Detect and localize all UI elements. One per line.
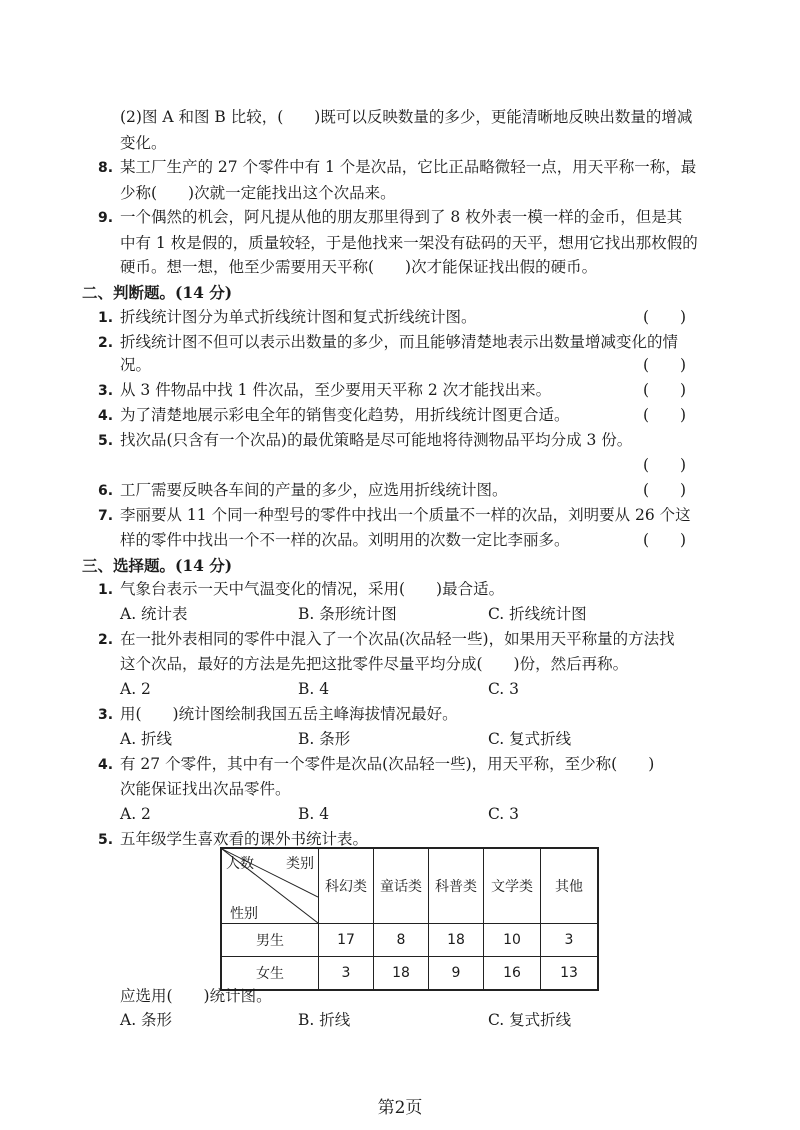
table-cell: 13 [541, 957, 599, 990]
answer-paren[interactable]: ( ) [643, 406, 687, 424]
corner-label-gender: 性别 [230, 906, 258, 922]
item-number: 4. [98, 757, 114, 773]
table-header-cell: 童话类 [374, 848, 429, 924]
question-text: 一个偶然的机会，阿凡提从他的朋友那里得到了 8 枚外表一模一样的金币，但是其 [120, 208, 683, 226]
item-number: 4. [98, 408, 114, 424]
item-number: 3. [98, 383, 114, 399]
item-text: 找次品(只含有一个次品)的最优策略是尽可能地将待测物品平均分成 3 份。 [120, 431, 633, 449]
answer-paren[interactable]: ( ) [643, 381, 687, 399]
item-number: 5. [98, 832, 114, 848]
question-number: 8. [98, 160, 114, 176]
table-cell: 16 [484, 957, 541, 990]
table-cell: 17 [319, 924, 374, 957]
item-number: 3. [98, 707, 114, 723]
question-9 [98, 210, 682, 226]
section-3-title: 三、选择题。(14 分) [82, 556, 233, 575]
item-number: 7. [98, 508, 114, 524]
question-8 [98, 160, 696, 176]
intro-line-1: (2)图 A 和图 B 比较，( )既可以反映数量的多少，更能清晰地反映出数量的增减 [120, 108, 693, 126]
answer-paren[interactable]: ( ) [643, 481, 687, 499]
item-text: 有 27 个零件，其中有一个零件是次品(次品轻一些)，用天平称，至少称( ) [120, 755, 655, 773]
item-text: 李丽要从 11 个同一种型号的零件中找出一个质量不一样的次品，刘明要从 26 个这 [120, 506, 691, 524]
section-2-title: 二、判断题。(14 分) [82, 283, 233, 302]
item-text: 工厂需要反映各车间的产量的多少，应选用折线统计图。 [120, 481, 508, 499]
choice-item-3 [98, 707, 458, 723]
judge-item-2-cont: 况。 [120, 356, 152, 374]
row-label: 女生 [221, 957, 319, 990]
answer-paren[interactable]: ( ) [643, 456, 687, 474]
item-number: 1. [98, 582, 114, 598]
option-c[interactable]: C. 复式折线 [488, 1011, 572, 1029]
table-cell: 8 [374, 924, 429, 957]
choice-item-1 [98, 582, 504, 598]
option-b[interactable]: B. 条形 [298, 730, 351, 748]
judge-item-1 [98, 310, 477, 326]
book-statistics-table [220, 847, 599, 991]
item-number: 5. [98, 433, 114, 449]
judge-item-3 [98, 383, 551, 399]
choice-item-2 [98, 632, 675, 648]
intro-line-2: 变化。 [120, 134, 167, 152]
choice-item-2-cont: 这个次品，最好的方法是先把这批零件尽量平均分成( )份，然后再称。 [120, 655, 629, 673]
option-a[interactable]: A. 2 [120, 805, 151, 823]
item-text: 为了清楚地展示彩电全年的销售变化趋势，用折线统计图更合适。 [120, 406, 570, 424]
corner-label-category: 类别 [286, 856, 314, 872]
item-text: 在一批外表相同的零件中混入了一个次品(次品轻一些)，如果用天平称量的方法找 [120, 630, 675, 648]
table-header-cell: 科普类 [429, 848, 484, 924]
after-table-question: 应选用( )统计图。 [120, 987, 272, 1005]
choice-item-5 [98, 832, 368, 848]
table-header-cell: 文学类 [484, 848, 541, 924]
judge-item-2 [98, 335, 678, 351]
answer-paren[interactable]: ( ) [643, 356, 687, 374]
item-text: 折线统计图分为单式折线统计图和复式折线统计图。 [120, 308, 477, 326]
judge-item-6 [98, 483, 508, 499]
choice-item-4-cont: 次能保证找出次品零件。 [120, 780, 291, 798]
table-cell: 9 [429, 957, 484, 990]
question-8-cont: 少称( )次就一定能找出这个次品来。 [120, 184, 396, 202]
option-c[interactable]: C. 复式折线 [488, 730, 572, 748]
row-label: 男生 [221, 924, 319, 957]
question-9-cont-1: 中有 1 枚是假的，质量较轻，于是他找来一架没有砝码的天平，想用它找出那枚假的 [120, 234, 698, 252]
option-a[interactable]: A. 统计表 [120, 605, 188, 623]
question-9-cont-2: 硬币。想一想，他至少需要用天平称( )次才能保证找出假的硬币。 [120, 258, 598, 276]
option-b[interactable]: B. 4 [298, 680, 330, 698]
table-row [221, 957, 598, 990]
table-cell: 3 [319, 957, 374, 990]
option-a[interactable]: A. 条形 [120, 1011, 173, 1029]
table-corner-cell [221, 848, 319, 924]
answer-paren[interactable]: ( ) [643, 308, 687, 326]
option-b[interactable]: B. 折线 [298, 1011, 351, 1029]
option-a[interactable]: A. 2 [120, 680, 151, 698]
table-header-cell: 科幻类 [319, 848, 374, 924]
question-text: 某工厂生产的 27 个零件中有 1 个是次品，它比正品略微轻一点，用天平称一称，最 [120, 158, 697, 176]
option-b[interactable]: B. 4 [298, 805, 330, 823]
option-c[interactable]: C. 3 [488, 805, 520, 823]
answer-paren[interactable]: ( ) [643, 531, 687, 549]
corner-label-count: 人数 [226, 856, 254, 872]
option-c[interactable]: C. 折线统计图 [488, 605, 587, 623]
item-text: 气象台表示一天中气温变化的情况，采用( )最合适。 [120, 580, 505, 598]
item-text: 从 3 件物品中找 1 件次品，至少要用天平称 2 次才能找出来。 [120, 381, 552, 399]
option-c[interactable]: C. 3 [488, 680, 520, 698]
option-b[interactable]: B. 条形统计图 [298, 605, 397, 623]
table-cell: 18 [429, 924, 484, 957]
judge-item-7-cont: 样的零件中找出一个不一样的次品。刘明用的次数一定比李丽多。 [120, 531, 570, 549]
table-header-row [221, 848, 598, 924]
item-number: 2. [98, 335, 114, 351]
item-text: 用( )统计图绘制我国五岳主峰海拔情况最好。 [120, 705, 458, 723]
judge-item-4 [98, 408, 570, 424]
table-header-cell: 其他 [541, 848, 599, 924]
question-number: 9. [98, 210, 114, 226]
item-text: 折线统计图不但可以表示出数量的多少，而且能够清楚地表示出数量增减变化的情 [120, 333, 679, 351]
table-cell: 10 [484, 924, 541, 957]
item-number: 2. [98, 632, 114, 648]
option-a[interactable]: A. 折线 [120, 730, 173, 748]
item-number: 1. [98, 310, 114, 326]
table-row [221, 924, 598, 957]
item-number: 6. [98, 483, 114, 499]
table-cell: 3 [541, 924, 599, 957]
judge-item-7 [98, 508, 691, 524]
choice-item-4 [98, 757, 654, 773]
judge-item-5 [98, 433, 632, 449]
table-cell: 18 [374, 957, 429, 990]
page-number: 第2页 [377, 1098, 423, 1118]
item-text: 五年级学生喜欢看的课外书统计表。 [120, 830, 369, 848]
